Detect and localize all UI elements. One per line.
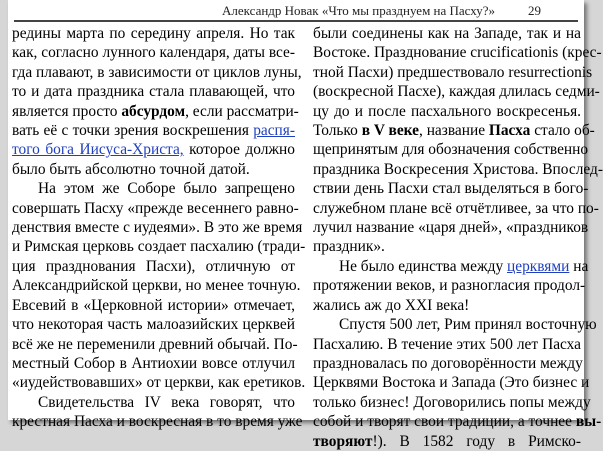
text-line: Евсевий в «Церковной истории» отмечает,: [12, 296, 295, 314]
crucified-god-link-cont[interactable]: того бога Иисуса-Христа,: [12, 141, 184, 159]
text-line: и Римская церковь создает пасхалию (тради-: [12, 238, 306, 256]
text-line: тной Пасхи) предшествовало resurrectionis: [313, 63, 593, 81]
bold-pascha: Пасха: [488, 122, 531, 140]
text-line: Свидетельства IV века говорят, что: [38, 393, 295, 411]
text-line: На этом же Соборе было запрещено: [38, 180, 295, 198]
text-line: протяжении веков, и разногласия продол-: [313, 277, 586, 295]
text-line: ствии день Пасхи стал выделяться в бого-: [313, 180, 589, 198]
text-line: служебном плане всё отчётливее, за что по-: [313, 199, 599, 217]
text-line: того бога Иисуса-Христа, которое должно: [12, 141, 295, 159]
text-line: цу до и после пасхального воскресенья.: [313, 102, 581, 120]
text-line: гда плавают, в зависимости от циклов луны,: [12, 63, 302, 81]
text-line: Не было единства между церквями на: [339, 257, 589, 275]
text-line: Александрийской церкви, но менее точную.: [12, 277, 301, 295]
text-line: собой и творят свои традиции, а точнее вы-: [313, 413, 602, 431]
text-line: только бизнес! Договорились попы между: [313, 393, 591, 411]
churches-link[interactable]: церквями: [507, 257, 570, 275]
text-line: всё же не переменили древний обычай. По-: [12, 335, 298, 353]
document-page: [8, 0, 603, 450]
text-line: щепринятым для обозначения собственно: [313, 141, 589, 159]
text-line: Востоке. Празднование crucificationis (крес-: [313, 44, 602, 62]
text-line: местный Собор в Антиохии вовсе отлучил: [12, 354, 295, 372]
text-line: то и дата праздника стала плавающей, что: [12, 83, 295, 101]
text-line: как, согласно лунного календаря, даты все-: [12, 44, 295, 62]
book-title: Александр Новак «Что мы празднуем на Пасху?»: [222, 3, 496, 18]
text-line: «иудействовавших» от церкви, как еретиков.: [12, 374, 306, 392]
right-column: [313, 24, 603, 451]
text-line: праздника Воскресения Христова. Впослед-: [313, 160, 603, 178]
text-line: Только в V веке, название Пасха стало об-: [313, 122, 595, 140]
crucified-god-link[interactable]: распя-: [253, 122, 295, 140]
text-line: что некоторая часть малоазийских церквей: [12, 316, 295, 334]
text-line: (воскресной Пасхе), каждая длилась седми-: [313, 83, 600, 101]
text-line: лучил название «царя дней», «праздников: [313, 219, 589, 237]
text-line: денствия вместе с иудеями». В это же время: [12, 219, 303, 237]
bold-fifth-century: в V веке: [361, 122, 419, 140]
text-line: редины марта по середину апреля. Но так: [12, 25, 295, 42]
text-line: жались аж до XXI века!: [313, 296, 470, 314]
text-line: Церквями Востока и Запада (Это бизнес и: [313, 374, 590, 392]
running-header: [8, 0, 584, 20]
header-divider: [14, 20, 578, 22]
text-line: было быть абсолютно точной датой.: [12, 160, 250, 178]
text-line: творяют!). В 1582 году в Римско-: [313, 432, 581, 450]
bold-absurd: абсурдом: [121, 102, 186, 120]
text-line: является просто абсурдом, если рассматри-: [12, 102, 299, 120]
text-line: были соединены как на Западе, так и на: [313, 25, 581, 42]
text-line: совершать Пасху «прежде весеннего равно-: [12, 199, 299, 217]
text-line: крестная Пасха и воскресная в то время уже: [12, 413, 303, 431]
text-line: праздновалась по договорённости между: [313, 354, 583, 372]
bold-vy: вы-: [575, 413, 602, 431]
text-line: праздник».: [313, 238, 385, 256]
text-line: Спустя 500 лет, Рим принял восточную: [339, 316, 597, 334]
page-number: 29: [528, 3, 541, 18]
text-line: вать её с точки зрения воскрешения распя-: [12, 122, 295, 140]
text-line: ция празднования Пасхи), отличную от: [12, 257, 295, 275]
text-line: Пасхалию. В течение этих 500 лет Пасха: [313, 335, 581, 353]
left-column: [12, 24, 306, 432]
bold-tvoryayut: творяют: [313, 432, 373, 450]
